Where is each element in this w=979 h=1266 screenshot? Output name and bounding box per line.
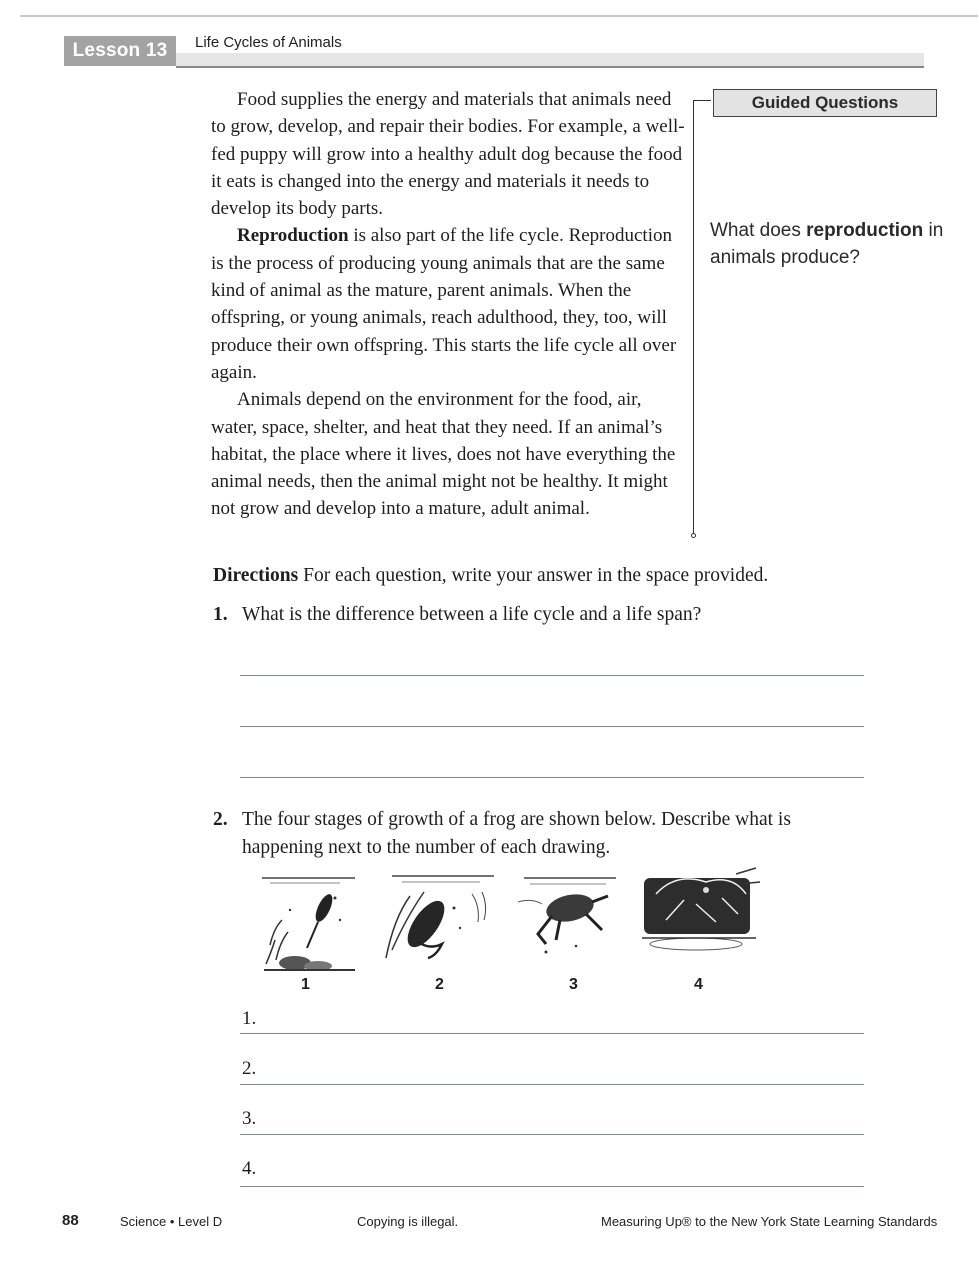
frog-stage-label-1: 1 (301, 976, 310, 993)
question-2 (213, 806, 853, 862)
answer-line-q1-c[interactable] (240, 777, 864, 778)
answer-label-3: 3. (242, 1108, 257, 1129)
directions-text: For each question, write your answer in the space provided. (298, 565, 769, 586)
answer-line-stage-4[interactable] (240, 1186, 864, 1187)
header-band (176, 53, 924, 66)
paragraph-reproduction-text: is also part of the life cycle. Reproduction is the process of producing young animals that are the same kind of animal as the mature, parent animals. When the offspring, or young animals, reach adulthood, they, too, will produce their own offspring. This starts the life cycle all over again. (211, 225, 677, 383)
top-rule (20, 15, 978, 17)
page-number: 88 (62, 1212, 79, 1229)
frog-froglet-illustration (516, 872, 620, 960)
frog-adult-illustration (636, 864, 762, 956)
directions (213, 565, 768, 587)
reading-passage (211, 86, 689, 523)
paragraph-food: Food supplies the energy and materials that animals need to grow, develop, and repair their bodies. For example, a well-fed puppy will grow into a healthy adult dog because the food it eats is changed into the energy and materials it needs to develop its body parts. (211, 89, 685, 220)
question-2-number: 2. (213, 809, 228, 830)
answer-line-stage-2[interactable] (240, 1084, 864, 1085)
guided-sidebar-line (693, 100, 694, 536)
lesson-title: Life Cycles of Animals (195, 34, 342, 51)
guided-question (710, 217, 950, 271)
frog-egg-tadpole-illustration (260, 870, 358, 976)
paragraph-reproduction (211, 222, 689, 386)
guided-questions-heading: Guided Questions (713, 89, 937, 117)
answer-line-q1-b[interactable] (240, 726, 864, 727)
answer-line-stage-1[interactable] (240, 1033, 864, 1034)
answer-line-stage-3[interactable] (240, 1134, 864, 1135)
footer-subject: Science • Level D (120, 1214, 223, 1229)
term-reproduction: Reproduction (237, 225, 349, 247)
guided-sidebar-tick (693, 100, 711, 101)
question-1 (213, 601, 853, 629)
lesson-badge: Lesson 13 (64, 36, 176, 66)
answer-label-2: 2. (242, 1058, 257, 1079)
paragraph-environment: Animals depend on the environment for the food, air, water, space, shelter, and heat that they need. If an animal’s habitat, the place where it lives, does not have everything the animal needs, then the animal might not be healthy. It might not grow and develop into a mature, adult animal. (211, 389, 676, 520)
answer-label-1: 1. (242, 1008, 257, 1029)
frog-stage-label-4: 4 (694, 976, 703, 993)
frog-stage-label-2: 2 (435, 976, 444, 993)
guided-question-start: What does (710, 220, 807, 241)
footer-copy-notice: Copying is illegal. (357, 1214, 459, 1229)
footer-series: Measuring Up® to the New York State Learning Standards (601, 1214, 938, 1229)
guided-question-end: in animals produce? (710, 220, 944, 268)
header-rule (176, 66, 924, 68)
frog-stage-label-3: 3 (569, 976, 578, 993)
question-1-text: What is the difference between a life cycle and a life span? (242, 604, 702, 625)
question-2-text: The four stages of growth of a frog are shown below. Describe what is happening next to the number of each drawing. (242, 809, 791, 858)
question-1-number: 1. (213, 604, 228, 625)
directions-label: Directions (213, 565, 299, 586)
frog-tadpole-legs-illustration (384, 868, 496, 964)
answer-line-q1-a[interactable] (240, 675, 864, 676)
answer-label-4: 4. (242, 1158, 257, 1179)
guided-sidebar-end (691, 533, 696, 538)
guided-question-term: reproduction (806, 220, 924, 241)
